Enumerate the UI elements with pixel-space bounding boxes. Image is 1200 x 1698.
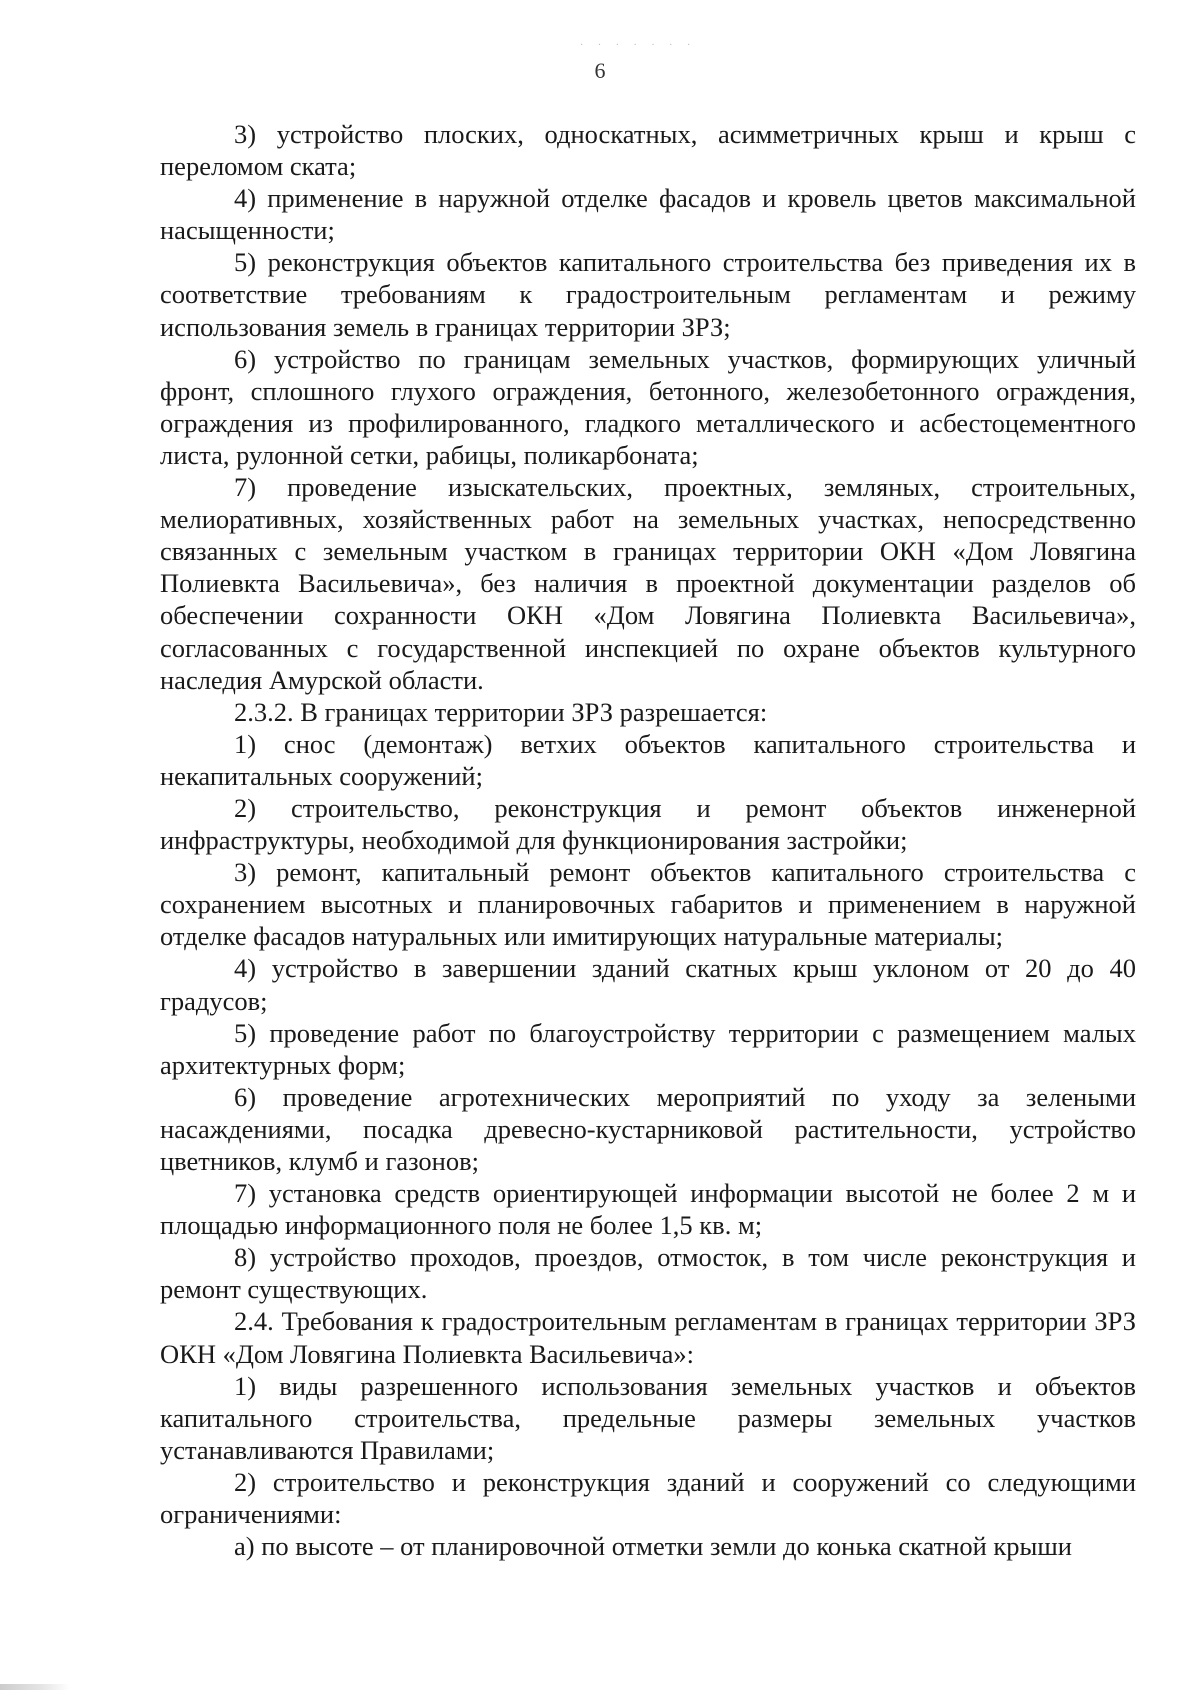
- paragraph: 2) строительство и реконструкция зданий и сооружений со следующими ограничениями:: [160, 1466, 1136, 1530]
- paragraph: 3) ремонт, капитальный ремонт объектов капитального строительства с сохранением высотных и планировочных габаритов и применением в наружной отделке фасадов натуральных или имитирующих натуральные материалы;: [160, 857, 1136, 952]
- paragraph: 7) проведение изыскательских, проектных, земляных, строительных, мелиоративных, хозяйственных работ на земельных участках, непосредственно связанных с земельным участком в границах территории ОКН «Дом Ловягина Полиевкта Васильевича», без наличия в проектной документации разделов об обеспечении сохранности ОКН «Дом Ловягина Полиевкта Васильевича», согласованных с государственной инспекцией по охране объектов культурного наследия Амурской области.: [160, 472, 1136, 695]
- section-heading: 2.4. Требования к градостроительным регламентам в границах территории ЗРЗ ОКН «Дом Ловягина Полиевкта Васильевича»:: [160, 1306, 1136, 1369]
- paragraph: 5) проведение работ по благоустройству территории с размещением малых архитектурных форм;: [160, 1017, 1136, 1080]
- section-heading: 2.3.2. В границах территории ЗРЗ разрешается:: [234, 696, 768, 727]
- paragraph: 8) устройство проходов, проездов, отмосток, в том числе реконструкция и ремонт существующих.: [160, 1242, 1136, 1305]
- paragraph: 1) снос (демонтаж) ветхих объектов капитального строительства и некапитальных сооружений;: [160, 728, 1136, 791]
- paragraph: 4) применение в наружной отделке фасадов и кровель цветов максимальной насыщенности;: [160, 183, 1136, 246]
- document-body: [160, 118, 1136, 1562]
- paragraph: 6) устройство по границам земельных участков, формирующих уличный фронт, сплошного глухого ограждения, бетонного, железобетонного ограждения, ограждения из профилированного, гладкого металлического и асбестоцементного листа, рулонной сетки, рабицы, поликарбоната;: [160, 343, 1136, 470]
- paragraph: 5) реконструкция объектов капитального строительства без приведения их в соответствие требованиям к градостроительным регламентам и режиму использования земель в границах территории ЗРЗ;: [160, 247, 1136, 342]
- paragraph: 1) виды разрешенного использования земельных участков и объектов капитального строительства, предельные размеры земельных участков устанавливаются Правилами;: [160, 1370, 1136, 1465]
- paragraph: 6) проведение агротехнических мероприятий по уходу за зелеными насаждениями, посадка древесно-кустарниковой растительности, устройство цветников, клумб и газонов;: [160, 1081, 1136, 1176]
- scan-artifact: · · · · · · ·: [580, 40, 697, 51]
- paragraph: 7) установка средств ориентирующей информации высотой не более 2 м и площадью информационного поля не более 1,5 кв. м;: [160, 1178, 1136, 1241]
- paragraph: 2) строительство, реконструкция и ремонт объектов инженерной инфраструктуры, необходимой для функционирования застройки;: [160, 792, 1136, 856]
- paragraph: 3) устройство плоских, односкатных, асимметричных крыш и крыш с переломом ската;: [160, 119, 1136, 182]
- paragraph: а) по высоте – от планировочной отметки земли до конька скатной крыши: [234, 1531, 1072, 1562]
- scan-edge-artifact: [0, 1684, 70, 1690]
- paragraph: 4) устройство в завершении зданий скатных крыш уклоном от 20 до 40 градусов;: [160, 953, 1136, 1016]
- page-number: 6: [594, 58, 606, 83]
